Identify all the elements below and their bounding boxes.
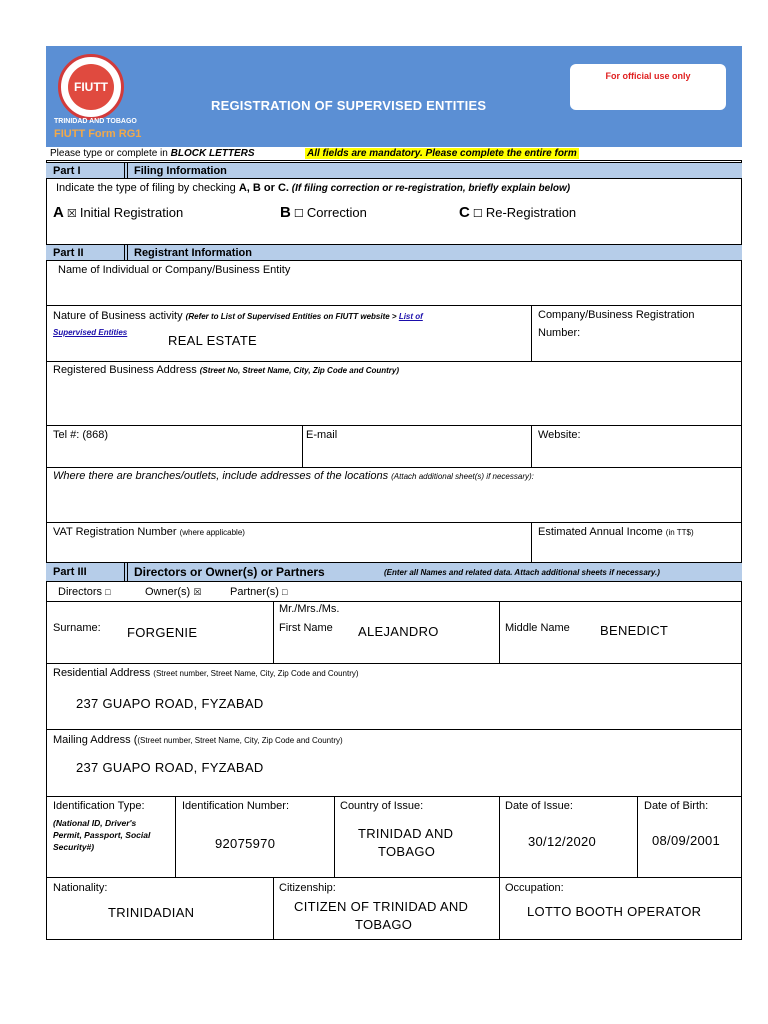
role-partners[interactable]: Partner(s) □ — [230, 586, 288, 598]
company-reg-label-2: Number: — [538, 327, 581, 339]
nationality-value[interactable]: TRINIDADIAN — [108, 905, 195, 920]
residential-address-value[interactable]: 237 GUAPO ROAD, FYZABAD — [76, 696, 264, 711]
citizenship-label: Citizenship: — [279, 882, 336, 894]
residential-address-label: Residential Address (Street number, Street Name, City, Zip Code and Country) — [53, 667, 359, 679]
checkbox-checked-icon: ☒ — [193, 587, 202, 597]
date-issue-value[interactable]: 30/12/2020 — [528, 834, 597, 849]
email-label: E-mail — [306, 429, 338, 441]
citizenship-value-1[interactable]: CITIZEN OF TRINIDAD AND — [294, 899, 469, 914]
id-type-note-2: Permit, Passport, Social — [53, 830, 151, 840]
option-initial-registration[interactable]: A ☒ Initial Registration — [53, 204, 184, 221]
middlename-value[interactable]: BENEDICT — [600, 623, 669, 638]
logo-text: FIUTT — [68, 64, 114, 110]
part1-header: Part I Filing Information — [46, 162, 742, 179]
registered-address-label: Registered Business Address (Street No, Street Name, City, Zip Code and Country) — [53, 364, 400, 376]
income-label: Estimated Annual Income (in TT$) — [538, 526, 694, 538]
firstname-label: First Name — [279, 622, 333, 634]
surname-value[interactable]: FORGENIE — [127, 625, 198, 640]
checkbox-icon: ☐ — [293, 208, 304, 220]
salutation-label: Mr./Mrs./Ms. — [279, 603, 340, 615]
id-number-value[interactable]: 92075970 — [215, 836, 276, 851]
nature-label: Nature of Business activity (Refer to List of Supervised Entities on FIUTT website > List of — [53, 310, 423, 322]
checkbox-icon: □ — [105, 587, 111, 597]
form-header — [46, 46, 742, 147]
dob-label: Date of Birth: — [644, 800, 709, 812]
country-issue-label: Country of Issue: — [340, 800, 424, 812]
nature-value[interactable]: REAL ESTATE — [168, 333, 258, 348]
part3-header: Part III Directors or Owner(s) or Partners (Enter all Names and related data. Attach additional sheets if necessary.) — [46, 562, 742, 582]
occupation-value[interactable]: LOTTO BOOTH OPERATOR — [527, 904, 702, 919]
id-type-note-3: Security#) — [53, 842, 95, 852]
middlename-label: Middle Name — [505, 622, 570, 634]
country-label: TRINIDAD AND TOBAGO — [54, 118, 137, 125]
website-label: Website: — [538, 429, 581, 441]
role-directors[interactable]: Directors □ — [58, 586, 111, 598]
firstname-value[interactable]: ALEJANDRO — [358, 624, 439, 639]
fiutt-logo — [58, 54, 124, 120]
checkbox-icon: ☐ — [472, 208, 483, 220]
id-type-label: Identification Type: — [53, 800, 145, 812]
date-issue-label: Date of Issue: — [505, 800, 573, 812]
vat-label: VAT Registration Number (where applicable) — [53, 526, 245, 538]
surname-label: Surname: — [53, 622, 101, 634]
filing-instruction: Indicate the type of filing by checking A, B or C. (If filing correction or re-registration, briefly explain below) — [56, 182, 571, 194]
form-title: REGISTRATION OF SUPERVISED ENTITIES — [211, 98, 487, 113]
occupation-label: Occupation: — [505, 882, 564, 894]
option-re-registration[interactable]: C ☐ Re-Registration — [459, 204, 577, 221]
mailing-address-value[interactable]: 237 GUAPO ROAD, FYZABAD — [76, 760, 264, 775]
form-number: FIUTT Form RG1 — [54, 128, 142, 140]
checkbox-checked-icon: ☒ — [66, 208, 77, 220]
official-use-box: For official use only — [570, 64, 726, 110]
id-type-note-1: (National ID, Driver's — [53, 818, 137, 828]
mailing-address-label: Mailing Address ((Street number, Street Name, City, Zip Code and Country) — [53, 734, 343, 746]
mandatory-notice: All fields are mandatory. Please complete the entire form — [307, 148, 577, 159]
id-number-label: Identification Number: — [182, 800, 289, 812]
nationality-label: Nationality: — [53, 882, 108, 894]
country-issue-value-2[interactable]: TOBAGO — [378, 844, 436, 859]
block-letters-instruction: Please type or complete in BLOCK LETTERS — [50, 148, 255, 159]
citizenship-value-2[interactable]: TOBAGO — [355, 917, 413, 932]
option-correction[interactable]: B ☐ Correction — [280, 204, 367, 221]
company-reg-label-1: Company/Business Registration — [538, 309, 695, 321]
role-owners[interactable]: Owner(s) ☒ — [145, 586, 202, 598]
entity-name-label: Name of Individual or Company/Business Entity — [58, 264, 291, 276]
tel-label: Tel #: (868) — [53, 429, 109, 441]
branches-label: Where there are branches/outlets, include addresses of the locations (Attach additional sheet(s) if necessary): — [53, 470, 534, 482]
supervised-entities-link[interactable]: Supervised Entities — [53, 328, 128, 337]
country-issue-value-1[interactable]: TRINIDAD AND — [358, 826, 454, 841]
checkbox-icon: □ — [281, 587, 288, 597]
part2-header: Part II Registrant Information — [46, 244, 742, 261]
dob-value[interactable]: 08/09/2001 — [652, 833, 721, 848]
